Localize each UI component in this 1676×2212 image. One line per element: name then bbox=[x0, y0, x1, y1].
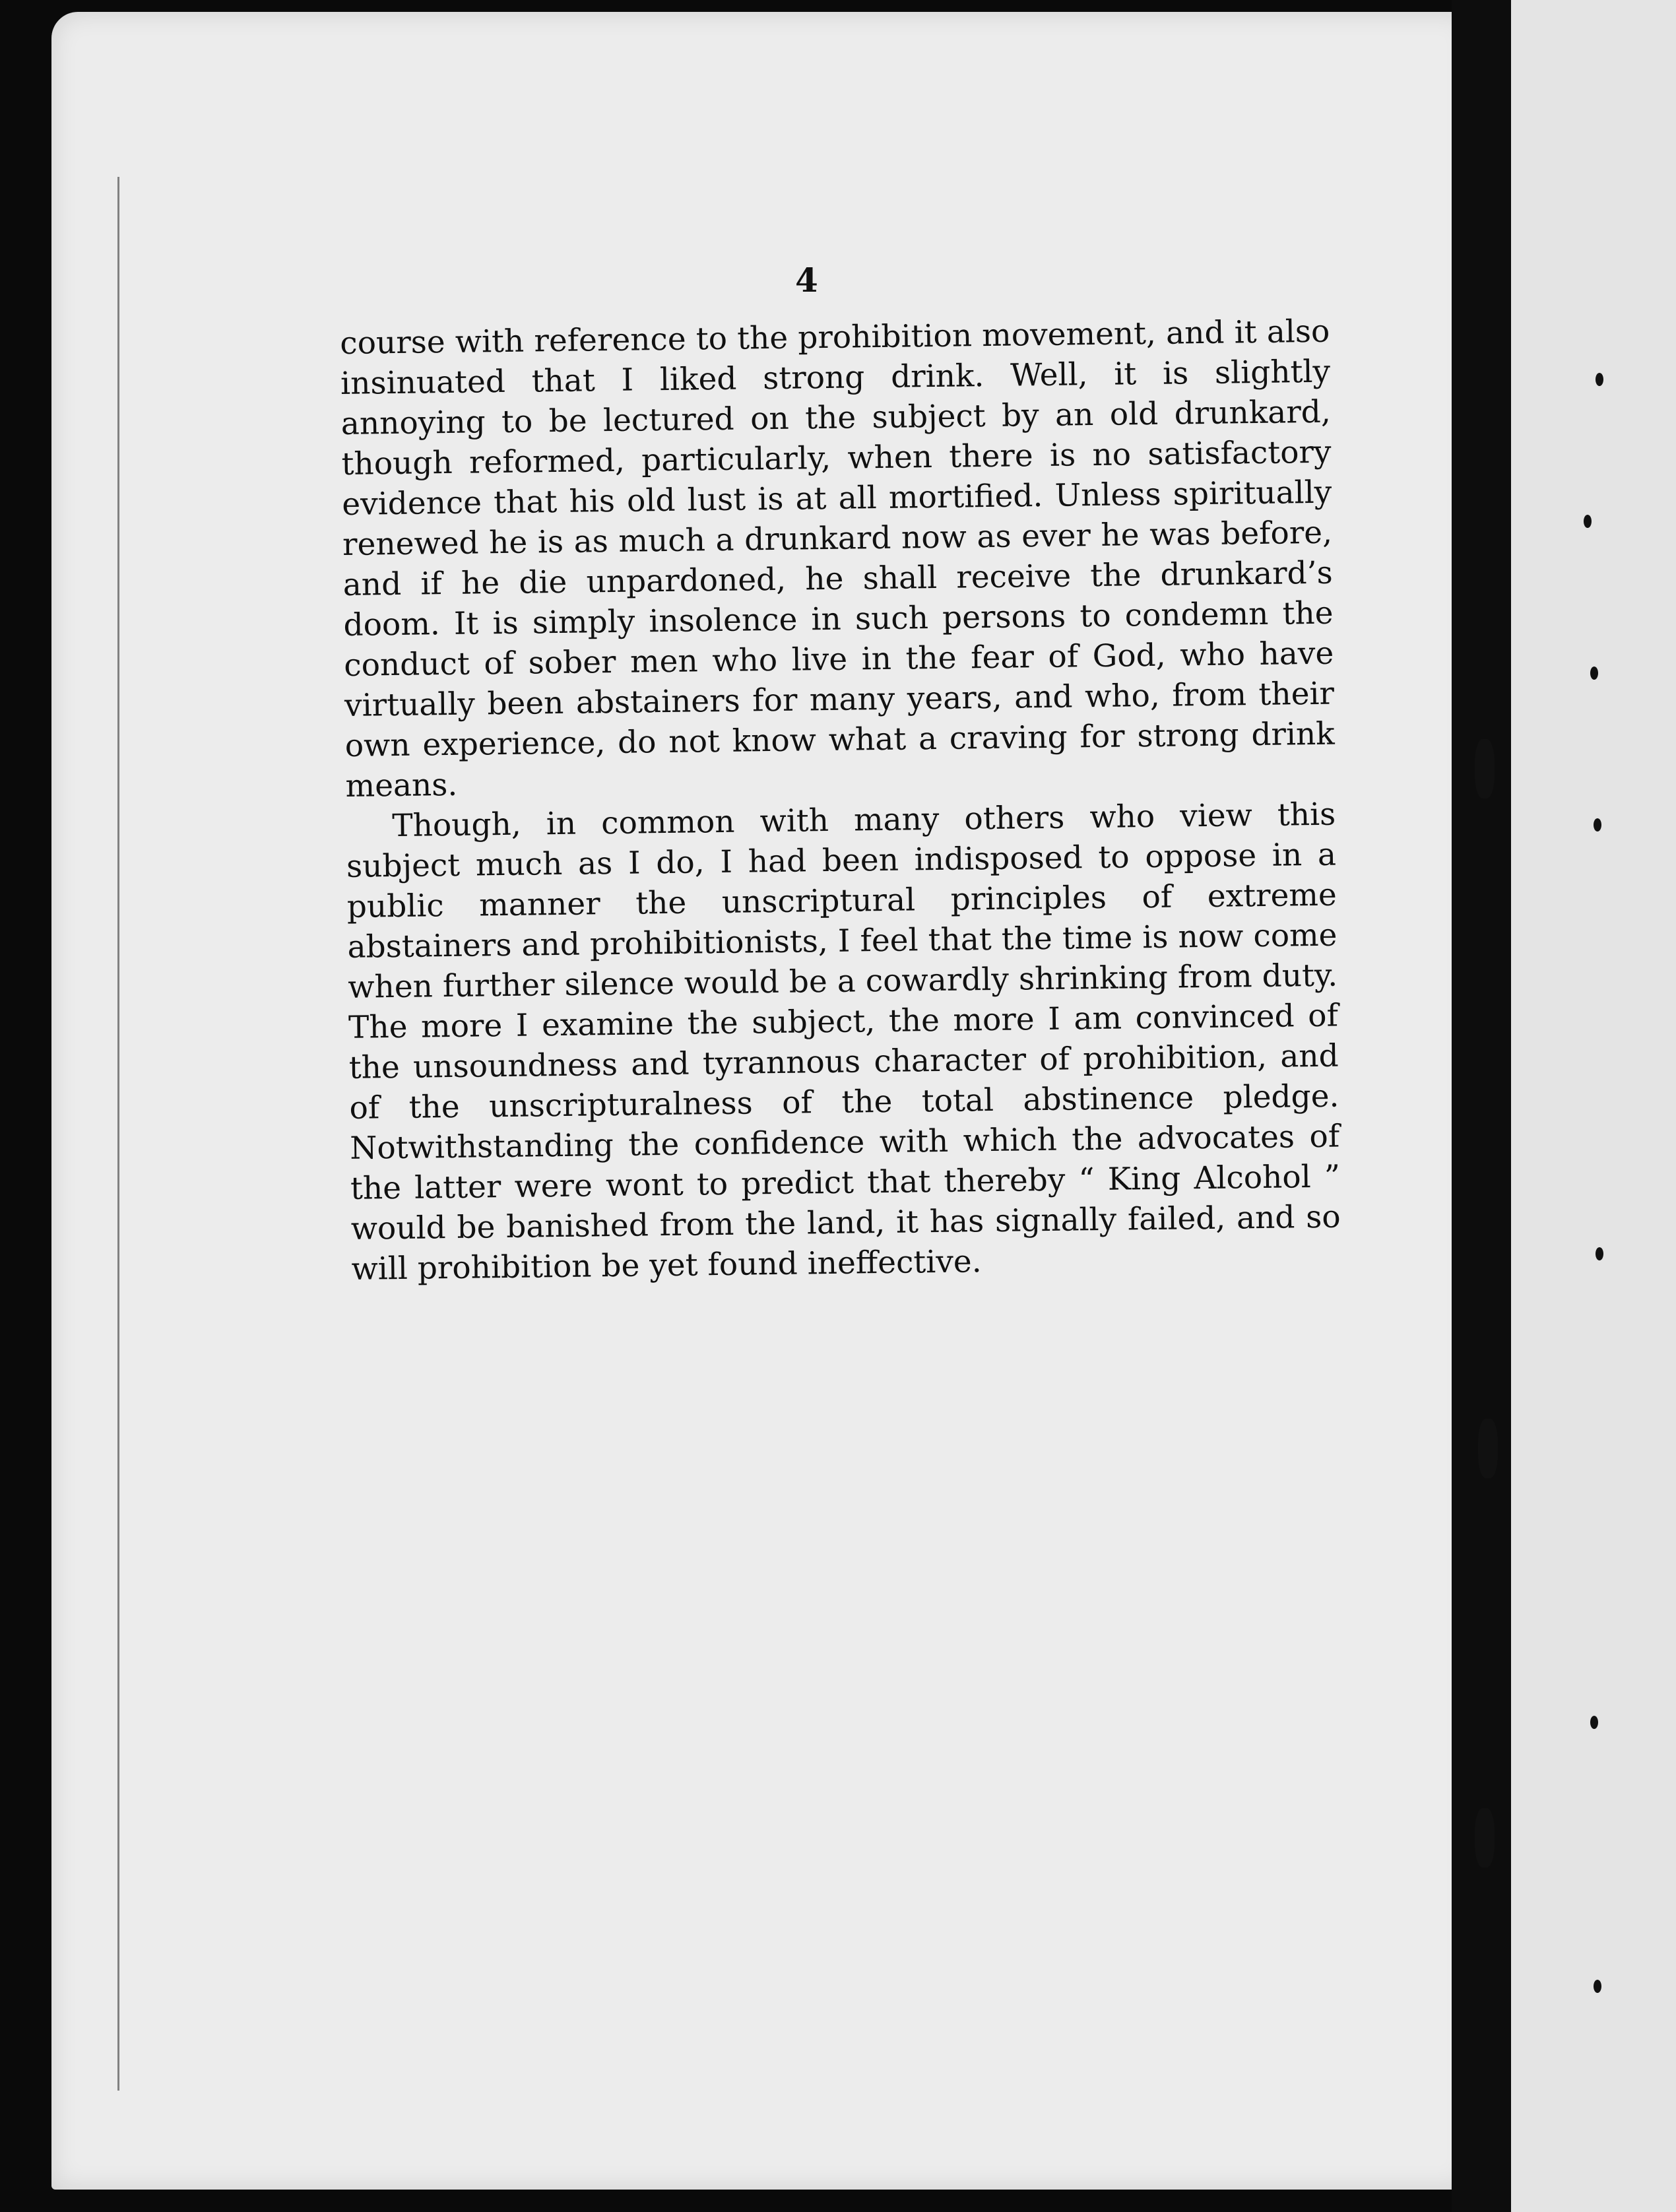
margin-speck bbox=[1594, 1980, 1601, 1993]
margin-speck bbox=[1590, 1716, 1598, 1729]
binding-ink-blot bbox=[1475, 1808, 1495, 1868]
margin-speck bbox=[1590, 667, 1598, 680]
margin-speck bbox=[1595, 373, 1603, 386]
page-margin-rule bbox=[117, 177, 119, 2091]
paragraph-2: Though, in common with many others who view this subject much as I do, I had been indisposed to oppose in a public manner the unscriptural principles of extreme abstainers and prohibitionists, I feel that the time is now come when further silence would be a cowardly shrinking from duty. The more I examine the subject, the more I am convinced of the unsoundness and tyrannous character of prohibition, and of the unscripturalness of the total abstinence pledge. Notwithstanding the confidence with which the advocates of the latter were wont to predict that thereby “ King Alcohol ” would be banished from the land, it has signally failed, and so will prohibition be yet found ineffective. bbox=[346, 796, 1341, 1287]
page-number: 4 bbox=[795, 261, 818, 300]
margin-speck bbox=[1584, 515, 1592, 528]
binding-ink-blot bbox=[1475, 739, 1495, 798]
facing-page-edge bbox=[1511, 0, 1676, 2212]
body-text bbox=[340, 311, 1341, 1289]
margin-speck bbox=[1595, 1247, 1603, 1260]
binding-ink-blot bbox=[1478, 1419, 1498, 1478]
margin-speck bbox=[1594, 818, 1601, 831]
paragraph-1: course with reference to the prohibition movement, and it also insinuated that I liked strong drink. Well, it is slightly annoying to be lectured on the subject by an old drunkard, though reformed, particularly, when there is no satisfactory evidence that his old lust is at all mortified. Unless spiritually renewed he is as much a drunkard now as ever he was before, and if he die unpardoned, he shall receive the drunkard’s doom. It is simply insolence in such persons to condemn the conduct of sober men who live in the fear of God, who have virtually been abstainers for many years, and who, from their own experience, do not know what a craving for strong drink means. bbox=[340, 313, 1336, 804]
